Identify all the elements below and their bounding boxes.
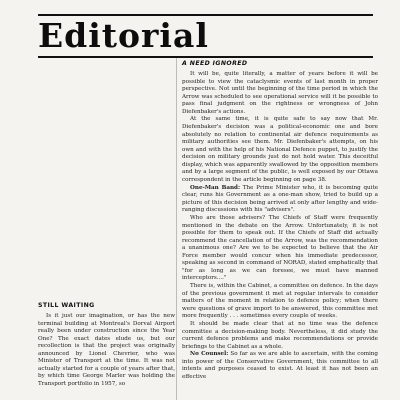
paragraph-text: At the same time, it is quite safe to say now that Mr. Diefenbaker's decision was a political-economic one and bore absolutely no relation to continental air defence requirements as military authorities see them. Mr. Diefenbaker's attempts, on his own and with the help of his National Defence puppet, to justify the decision on military grounds just do not hold water. This deceitful display, which was apparently swallowed by the opposition members and by a large segment of the public, is well exposed by our Ottawa correspondent in the article beginning on page 38. bbox=[182, 116, 378, 183]
paragraph-text: So far as we are able to ascertain, with the coming into power of the Conservative Government, this committee to all intents and purposes ceased to exist. At least it has not been an effective bbox=[182, 351, 378, 380]
paragraph-text: There is, within the Cabinet, a committee on defence. In the days of the previous government it met at regular intervals to consider matters of the moment in relation to defence policy; when there were questions of grave import to be answered, this committee met more frequently . . . sometimes every couple of weeks. bbox=[182, 283, 378, 320]
paragraph-text: It should be made clear that at no time was the defence committee a decision-making body. Nevertheless, it did study the current defence problems and make recommendations or provide briefings to the Cabinet as a whole. bbox=[182, 320, 378, 350]
paragraph bbox=[38, 313, 175, 388]
paragraph bbox=[182, 116, 378, 184]
masthead bbox=[38, 14, 373, 55]
editorial-a-need-ignored bbox=[182, 60, 378, 382]
paragraph-text: The Prime Minister who, it is becoming quite clear, runs his Government as a one-man show, tried to build up a picture of this decision being arrived at only after lengthy and wide-ranging discussions with his "advisers". bbox=[182, 184, 379, 214]
paragraph-lead: One-Man Band: bbox=[190, 184, 241, 191]
section-heading: A NEED IGNORED bbox=[182, 60, 248, 67]
masthead-rule-bottom bbox=[38, 56, 373, 58]
page-title: Editorial bbox=[38, 16, 209, 55]
paragraph bbox=[182, 185, 378, 215]
column-divider bbox=[176, 58, 177, 400]
paragraph-lead: No Counsel: bbox=[190, 351, 229, 358]
paragraph bbox=[182, 321, 378, 351]
paragraph bbox=[182, 351, 378, 381]
paragraph-text: Who are those advisers? The Chiefs of Staff were frequently mentioned in the debate on the Arrow. Unfortunately, it is not possible for them to speak out. If the Chiefs of Staff did actually recommend the cancellation of the Arrow, was the recommendation a unanimous one? Are we to be expected to believe that the Air Force member would concur when his immediate predecessor, speaking as second in command of NORAD, stated emphatically that "for as long as we can foresee, we must have manned interceptors...." bbox=[182, 214, 378, 282]
paragraph-text: Is it just our imagination, or has the new terminal building at Montreal's Dorval Airport really been under construction since the Year One? The exact dates elude us, but our recollection is that the project was originally announced by Lionel Chevrier, who was Minister of Transport at the time. It was not actually started for a couple of years after that, by which time George Marler was holding the Transport portfolio in 1957, so bbox=[38, 313, 175, 387]
paragraph bbox=[182, 215, 378, 283]
section-heading: STILL WAITING bbox=[38, 302, 95, 309]
editorial-still-waiting bbox=[38, 302, 175, 388]
paragraph bbox=[182, 283, 378, 321]
paragraph-text: It will be, quite literally, a matter of years before it will be possible to view the cataclysmic events of last month in proper perspective. Not until the beginning of the time period in which the Arrow was scheduled to see operational service will it be possible to pass final judgment on the rightness or wrongness of John Diefenbaker's actions. bbox=[182, 71, 378, 115]
paragraph bbox=[182, 71, 378, 116]
